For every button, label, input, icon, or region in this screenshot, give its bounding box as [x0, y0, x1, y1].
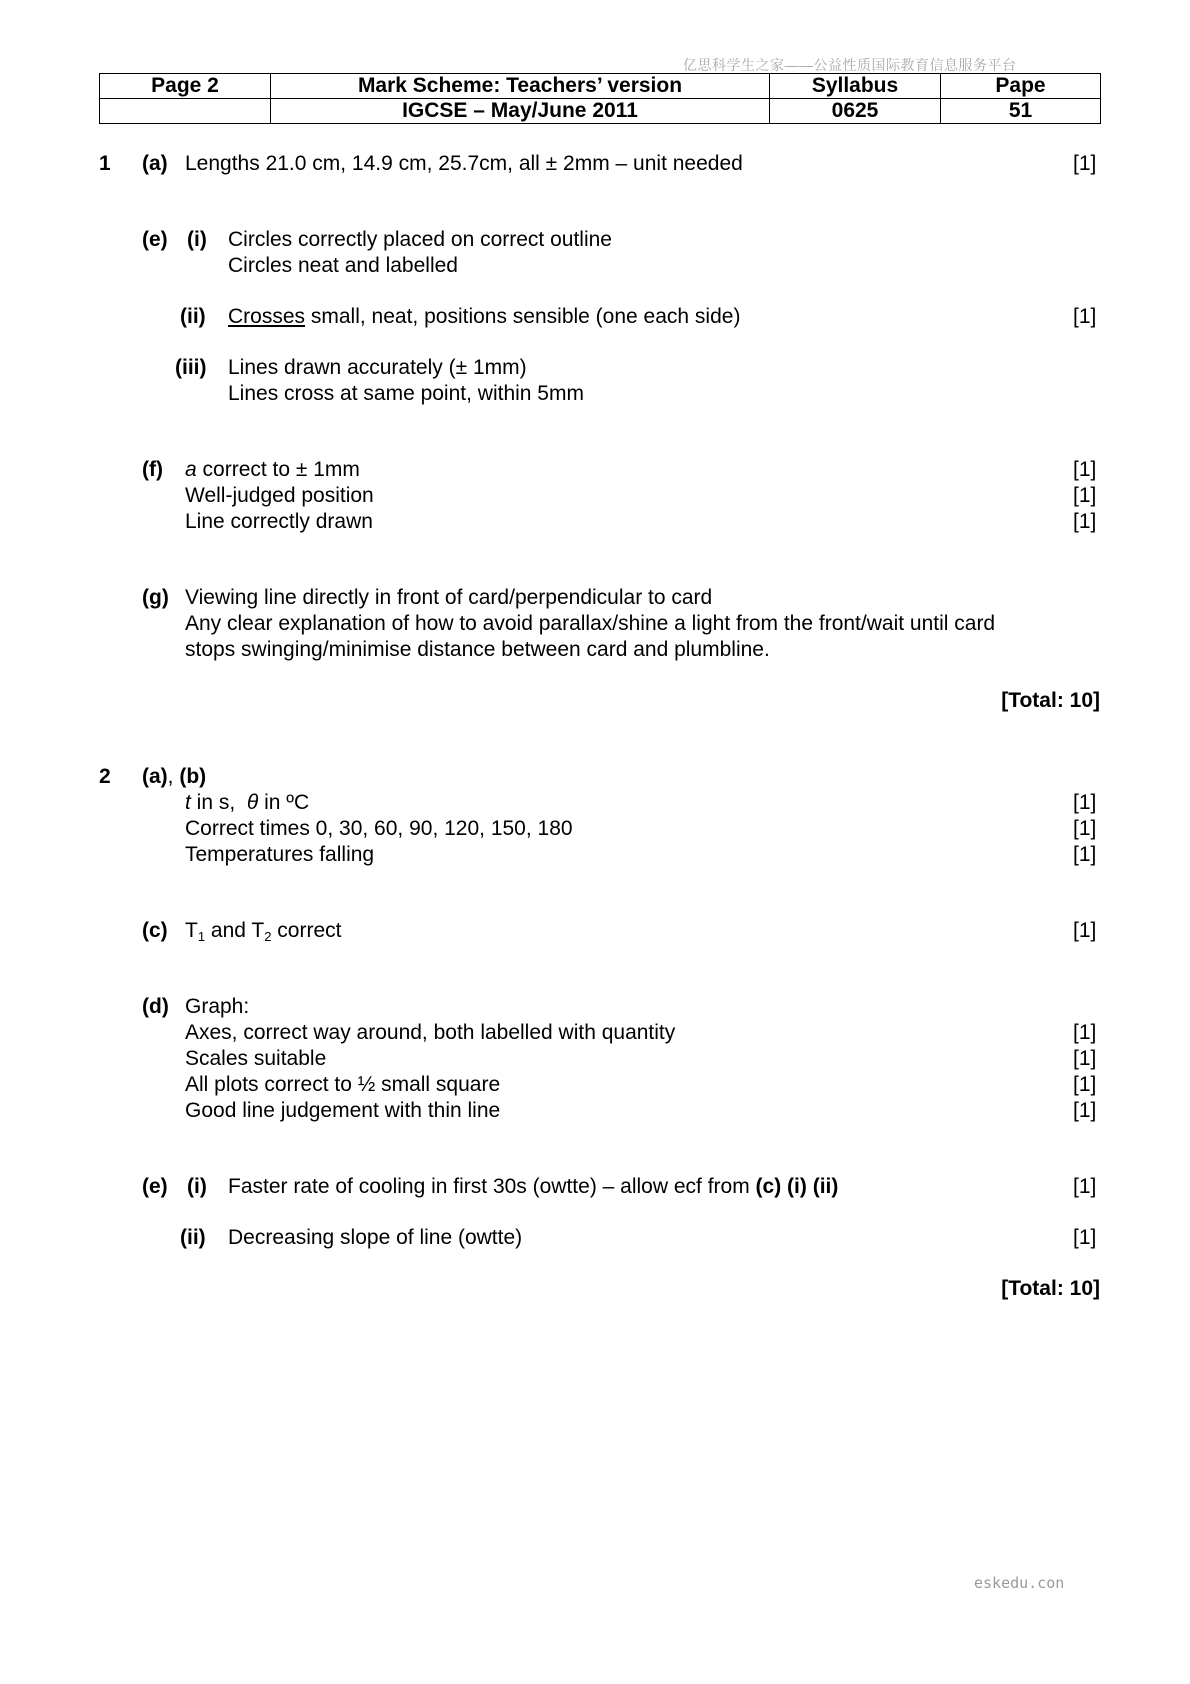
q1-f-var: a — [185, 458, 197, 481]
q2-d-line: All plots correct to ½ small square — [185, 1073, 501, 1096]
q2-e-label: (e) — [142, 1175, 168, 1198]
q1-g-line3: stops swinging/minimise distance between card and plumbline. — [185, 638, 770, 661]
q2-d-mark: [1] — [1073, 1099, 1097, 1122]
q2-ab-label — [142, 764, 206, 790]
q1-f-mark: [1] — [1073, 484, 1097, 507]
q1-f-line1 — [185, 457, 360, 483]
q2-a-label: (a) — [142, 765, 168, 788]
q2-c-mid: and T — [205, 919, 265, 942]
q1-e-iii-line1: Lines drawn accurately (± 1mm) — [228, 356, 527, 379]
header-empty-cell — [100, 99, 271, 124]
q2-e-ii-label: (ii) — [180, 1226, 206, 1249]
q1-e-ii-label: (ii) — [180, 305, 206, 328]
q1-e-ii-mark: [1] — [1073, 305, 1097, 328]
q2-ab-mark: [1] — [1073, 791, 1097, 814]
q1-e-i-line1: Circles correctly placed on correct outline — [228, 228, 612, 251]
q2-c-sub1: 1 — [197, 929, 206, 944]
header-paper-label: Pape — [941, 74, 1101, 99]
q1-e-label: (e) — [142, 228, 168, 251]
header-table — [99, 73, 1101, 124]
q1-f-label: (f) — [142, 458, 163, 481]
q2-d-heading: Graph: — [185, 995, 250, 1018]
q2-c-text — [185, 918, 341, 950]
q2-ab-theta: θ — [246, 791, 259, 814]
q2-e-i-ref: (c) (i) (ii) — [755, 1175, 839, 1198]
q2-d-line: Good line judgement with thin line — [185, 1099, 501, 1122]
watermark-bottom: eskedu.con — [974, 1574, 1065, 1592]
q1-a-mark: [1] — [1073, 152, 1097, 175]
q2-d-label: (d) — [142, 995, 169, 1018]
q2-e-ii-text: Decreasing slope of line (owtte) — [228, 1226, 523, 1249]
q2-d-mark: [1] — [1073, 1073, 1097, 1096]
q2-ab-line3: Temperatures falling — [185, 843, 375, 866]
header-page: Page 2 — [100, 74, 271, 99]
q2-ab-mark: [1] — [1073, 843, 1097, 866]
q2-c-mark: [1] — [1073, 919, 1097, 942]
q2-c-sub2: 2 — [264, 929, 272, 944]
q1-a-text: Lengths 21.0 cm, 14.9 cm, 25.7cm, all ± 2mm – unit needed — [185, 152, 743, 175]
q2-total: [Total: 10] — [1001, 1277, 1100, 1300]
q2-number: 2 — [99, 765, 111, 788]
q2-e-ii-mark: [1] — [1073, 1226, 1097, 1249]
q1-g-label: (g) — [142, 586, 169, 609]
q2-e-i-mark: [1] — [1073, 1175, 1097, 1198]
q1-number: 1 — [99, 152, 111, 175]
q2-ab-t: t — [185, 791, 191, 814]
q1-e-ii-underlined-word: Crosses — [228, 305, 306, 328]
q1-e-ii-text — [228, 304, 740, 330]
q2-d-line: Scales suitable — [185, 1047, 327, 1070]
q2-e-i-label: (i) — [187, 1175, 207, 1198]
q2-d-mark: [1] — [1073, 1047, 1097, 1070]
q2-e-i-body: Faster rate of cooling in first 30s (owtte) – allow ecf from — [228, 1175, 756, 1198]
q1-total: [Total: 10] — [1001, 689, 1100, 712]
q1-e-i-line2: Circles neat and labelled — [228, 254, 458, 277]
watermark-top: 亿思科学生之家——公益性质国际教育信息服务平台 — [683, 57, 1017, 73]
q1-e-iii-label: (iii) — [175, 356, 207, 379]
q2-e-i-text — [228, 1174, 838, 1200]
q2-ab-mid: in s, — [190, 791, 247, 814]
q2-ab-sep: , — [167, 765, 180, 788]
q2-ab-end: in ºC — [258, 791, 310, 814]
q1-f-line2: Well-judged position — [185, 484, 374, 507]
q1-f-line1-rest: correct to ± 1mm — [196, 458, 360, 481]
header-title: Mark Scheme: Teachers’ version — [271, 74, 770, 99]
q1-f-mark: [1] — [1073, 510, 1097, 533]
q2-ab-mark: [1] — [1073, 817, 1097, 840]
q1-a-label: (a) — [142, 152, 168, 175]
q2-b-label: (b) — [179, 765, 207, 788]
q2-d-line: Axes, correct way around, both labelled with quantity — [185, 1021, 676, 1044]
q1-f-mark: [1] — [1073, 458, 1097, 481]
header-subtitle: IGCSE – May/June 2011 — [271, 99, 770, 124]
q2-c-t1: T — [185, 919, 198, 942]
q2-c-label: (c) — [142, 919, 168, 942]
header-syllabus: 0625 — [770, 99, 941, 124]
q1-e-ii-rest: small, neat, positions sensible (one each side) — [305, 305, 741, 328]
header-syllabus-label: Syllabus — [770, 74, 941, 99]
q2-ab-line2: Correct times 0, 30, 60, 90, 120, 150, 180 — [185, 817, 573, 840]
q2-ab-line1 — [185, 790, 309, 816]
q1-g-line1: Viewing line directly in front of card/perpendicular to card — [185, 586, 713, 609]
q1-g-line2: Any clear explanation of how to avoid parallax/shine a light from the front/wait until card — [185, 612, 996, 635]
q2-d-mark: [1] — [1073, 1021, 1097, 1044]
header-paper: 51 — [941, 99, 1101, 124]
q1-e-i-label: (i) — [187, 228, 207, 251]
q1-e-iii-line2: Lines cross at same point, within 5mm — [228, 382, 584, 405]
q1-f-line3: Line correctly drawn — [185, 510, 373, 533]
q2-c-end: correct — [271, 919, 342, 942]
